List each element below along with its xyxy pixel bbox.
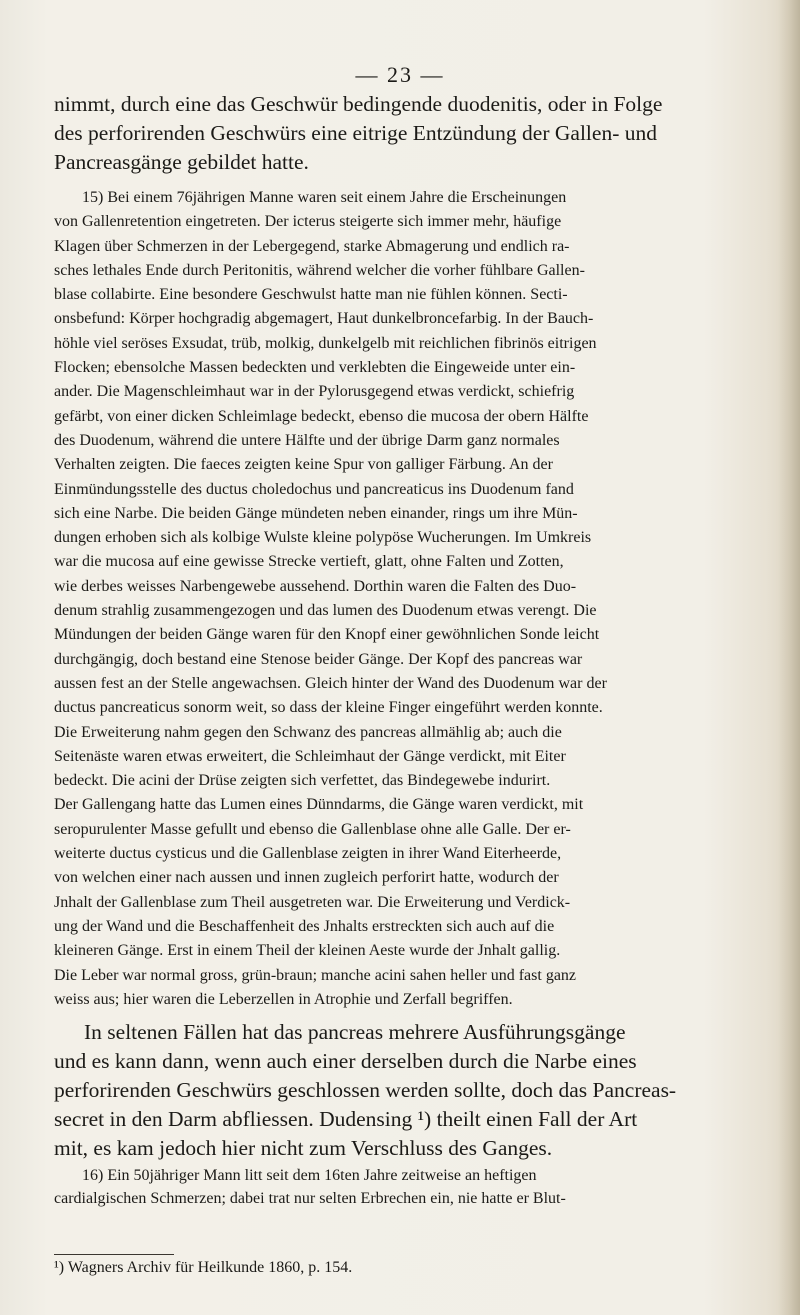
text-line: durchgängig, doch bestand eine Stenose beider Gänge. Der Kopf des pancreas war: [54, 650, 583, 668]
text-line: onsbefund: Körper hochgradig abgemagert, Haut dunkelbroncefarbig. In der Bauch-: [54, 310, 594, 328]
text-line: Verhalten zeigten. Die faeces zeigten keine Spur von galliger Färbung. An der: [54, 456, 553, 474]
text-line: weiss aus; hier waren die Leberzellen in Atrophie und Zerfall begriffen.: [54, 990, 513, 1008]
text-line: ductus pancreaticus sonorm weit, so dass der kleine Finger eingeführt werden konnte.: [54, 699, 603, 717]
text-line: Der Gallengang hatte das Lumen eines Dünndarms, die Gänge waren verdickt, mit: [54, 796, 584, 814]
case-15: [54, 186, 766, 1012]
text-line: cardialgischen Schmerzen; dabei trat nur selten Erbrechen ein, nie hatte er Blut-: [54, 1190, 566, 1207]
text-line: Flocken; ebensolche Massen bedeckten und verklebten die Eingeweide unter ein-: [54, 359, 576, 377]
case-16: [54, 1164, 766, 1210]
text-line: 16) Ein 50jähriger Mann litt seit dem 16ten Jahre zeitweise an heftigen: [82, 1167, 537, 1184]
text-line: 15) Bei einem 76jährigen Manne waren seit einem Jahre die Erscheinungen: [82, 189, 567, 206]
text-line: bedeckt. Die acini der Drüse zeigten sich verfettet, das Bindegewebe indurirt.: [54, 772, 551, 790]
text-line: Die Erweiterung nahm gegen den Schwanz des pancreas allmählig ab; auch die: [54, 723, 562, 741]
text-line: höhle viel seröses Exsudat, trüb, molkig, dunkelgelb mit reichlichen fibrinös eitrigen: [54, 334, 597, 352]
text-line: wie derbes weisses Narbengewebe aussehend. Dorthin waren die Falten des Duo-: [54, 577, 577, 595]
page-edge-shadow: [778, 0, 800, 1315]
text-line: war die mucosa auf eine gewisse Strecke vertieft, glatt, ohne Falten und Zotten,: [54, 553, 564, 571]
text-line: weiterte ductus cysticus und die Gallenblase zeigten in ihrer Wand Eiterheerde,: [54, 845, 562, 863]
text-line: sches lethales Ende durch Peritonitis, während welcher die vorher fühlbare Gallen-: [54, 261, 585, 279]
text-line: denum strahlig zusammengezogen und das lumen des Duodenum etwas verengt. Die: [54, 602, 597, 620]
footnote: ¹) Wagners Archiv für Heilkunde 1860, p. 154.: [54, 1259, 353, 1276]
paragraph-main: [54, 1018, 766, 1163]
text-line: mit, es kam jedoch hier nicht zum Verschluss des Ganges.: [54, 1136, 553, 1160]
text-line: nimmt, durch eine das Geschwür bedingende duodenitis, oder in Folge: [54, 92, 663, 116]
paragraph-intro: [54, 90, 766, 177]
text-line: perforirenden Geschwürs geschlossen werden sollte, doch das Pancreas-: [54, 1078, 677, 1102]
text-line: ung der Wand und die Beschaffenheit des Jnhalts erstreckten sich auch auf die: [54, 917, 555, 935]
text-line: aussen fest an der Stelle angewachsen. Gleich hinter der Wand des Duodenum war der: [54, 674, 607, 692]
text-line: von welchen einer nach aussen und innen zugleich perforirt hatte, wodurch der: [54, 869, 559, 887]
page-number: — 23 —: [355, 62, 445, 87]
text-line: des perforirenden Geschwürs eine eitrige Entzündung der Gallen- und: [54, 121, 657, 145]
text-line: In seltenen Fällen hat das pancreas mehrere Ausführungsgänge: [84, 1020, 626, 1044]
text-line: Einmündungsstelle des ductus choledochus und pancreaticus ins Duodenum fand: [54, 480, 574, 498]
text-line: blase collabirte. Eine besondere Geschwulst hatte man nie fühlen können. Secti-: [54, 286, 568, 304]
text-line: des Duodenum, während die untere Hälfte und der übrige Darm ganz normales: [54, 431, 560, 449]
text-line: Die Leber war normal gross, grün-braun; manche acini sahen heller und fast ganz: [54, 966, 577, 984]
text-line: Seitenäste waren etwas erweitert, die Schleimhaut der Gänge verdickt, mit Eiter: [54, 747, 566, 765]
text-line: ander. Die Magenschleimhaut war in der Pylorusgegend etwas verdickt, schiefrig: [54, 383, 575, 401]
text-line: secret in den Darm abfliessen. Dudensing ¹) theilt einen Fall der Art: [54, 1107, 638, 1131]
text-line: seropurulenter Masse gefullt und ebenso die Gallenblase ohne alle Galle. Der er-: [54, 820, 571, 838]
text-line: Pancreasgänge gebildet hatte.: [54, 150, 309, 174]
text-line: kleineren Gänge. Erst in einem Theil der kleinen Aeste wurde der Jnhalt gallig.: [54, 942, 561, 960]
text-line: Jnhalt der Gallenblase zum Theil ausgetreten war. Die Erweiterung und Verdick-: [54, 893, 571, 911]
text-line: gefärbt, von einer dicken Schleimlage bedeckt, ebenso die mucosa der obern Hälfte: [54, 407, 589, 425]
footnote-rule: [54, 1254, 174, 1255]
text-line: von Gallenretention eingetreten. Der icterus steigerte sich immer mehr, häufige: [54, 213, 562, 231]
text-line: Mündungen der beiden Gänge waren für den Knopf einer gewöhnlichen Sonde leicht: [54, 626, 600, 644]
text-line: dungen erhoben sich als kolbige Wulste kleine polypöse Wucherungen. Im Umkreis: [54, 529, 592, 547]
text-line: Klagen über Schmerzen in der Lebergegend, starke Abmagerung und endlich ra-: [54, 237, 570, 255]
text-line: sich eine Narbe. Die beiden Gänge mündeten neben einander, rings um ihre Mün-: [54, 504, 578, 522]
text-line: und es kann dann, wenn auch einer derselben durch die Narbe eines: [54, 1049, 637, 1073]
